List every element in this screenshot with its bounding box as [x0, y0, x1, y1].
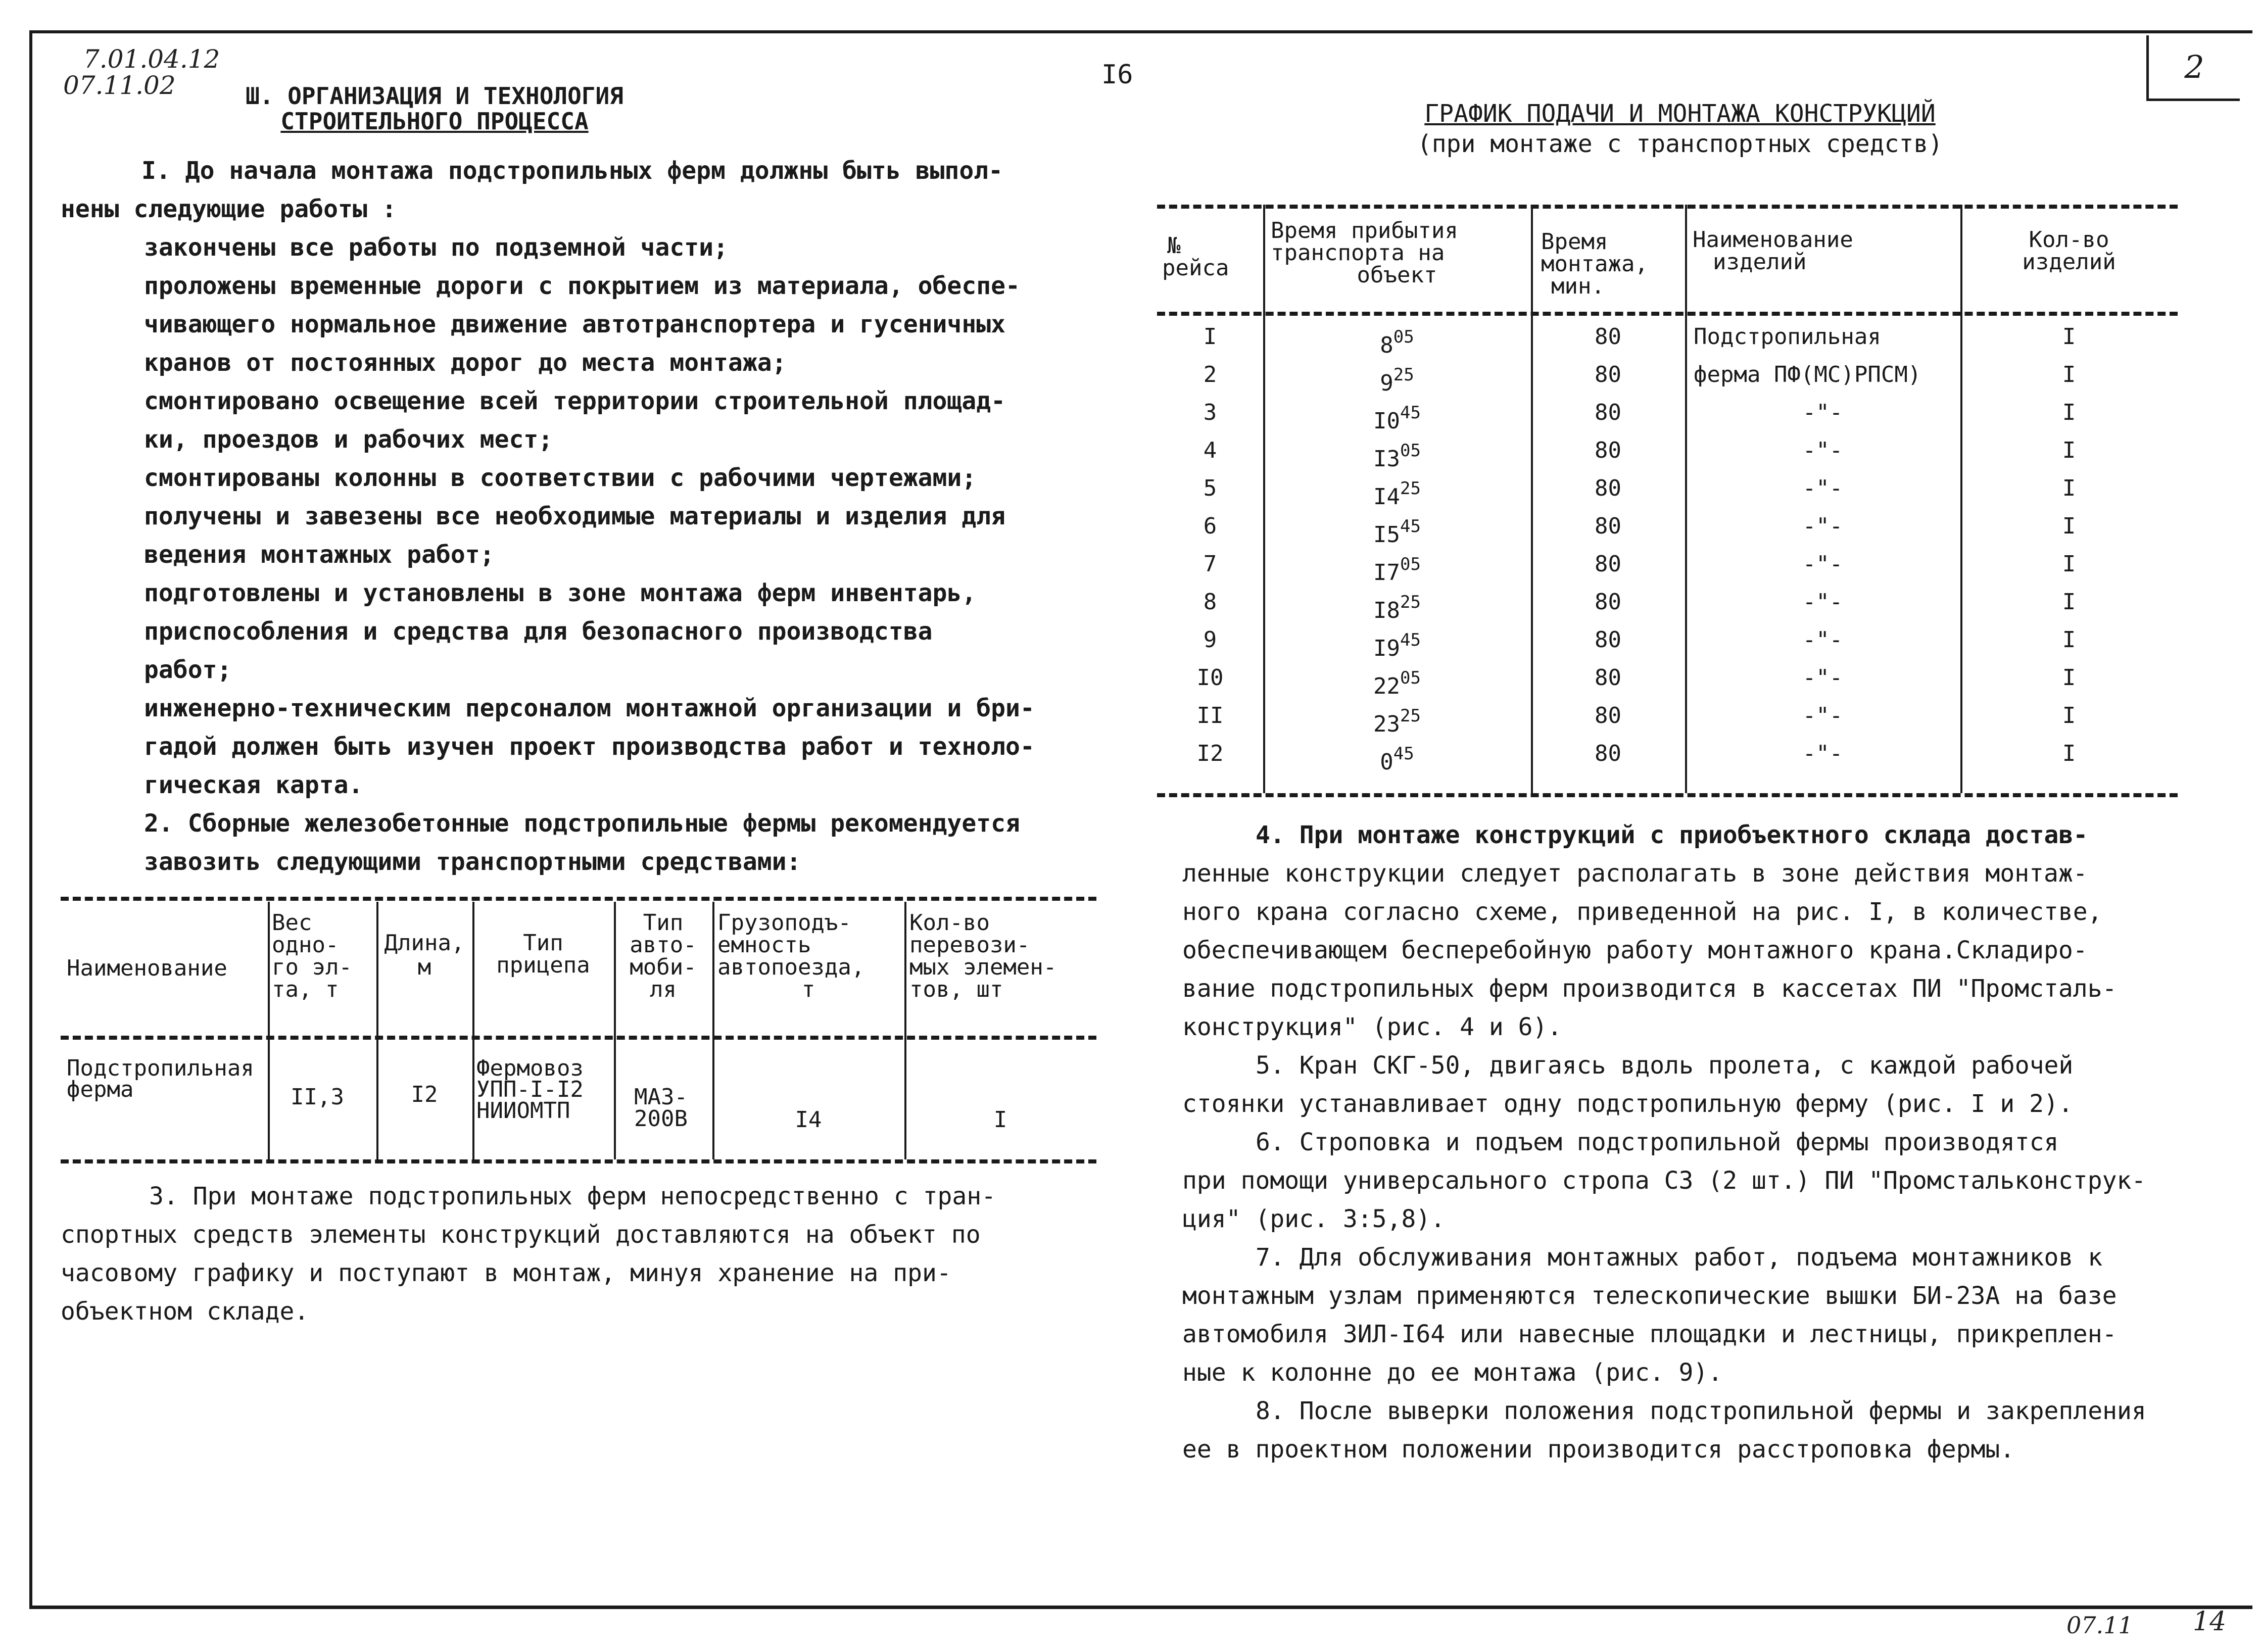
page-center-number: I6 [1101, 60, 1133, 90]
paragraph-4 [1182, 816, 2146, 1469]
row-trailer: Фермовоз [476, 1055, 584, 1081]
text-line: ведения монтажных работ; [144, 541, 495, 569]
text-line: гадой должен быть изучен проект производства работ и техноло- [144, 733, 1035, 761]
row-item: -"- [1802, 438, 1843, 463]
text-line: автомобиля ЗИЛ-I64 или навесные площадки и лестницы, прикреплен- [1182, 1320, 2117, 1348]
row-item: Подстропильная [1694, 324, 1881, 350]
row-arrival-time [1263, 743, 1531, 773]
row-run-number: 2 [1203, 362, 1217, 387]
row-run-number: 5 [1203, 475, 1217, 501]
row-trailer: НИИОМТП [476, 1098, 570, 1124]
row-duration: 80 [1595, 400, 1621, 425]
header-qty: изделий [2022, 249, 2116, 275]
frame-bottom-line [29, 1606, 2252, 1609]
header-arrival: объект [1357, 262, 1437, 288]
section-title-line-1: Ш. ОРГАНИЗАЦИЯ И ТЕХНОЛОГИЯ [246, 82, 623, 110]
row-qty: I [2062, 589, 2076, 615]
header-weight: го эл- [272, 954, 352, 980]
text-line: стоянки устанавливает одну подстропильную ферму (рис. I и 2). [1182, 1090, 2073, 1118]
text-line: гическая карта. [144, 771, 363, 799]
header-qty: Кол-во [2029, 227, 2109, 253]
row-arrival-time [1263, 667, 1531, 698]
header-item: изделий [1713, 249, 1807, 275]
row-qty: I [2062, 475, 2076, 501]
arrival-hour: I0 [1373, 408, 1401, 434]
text-line: кранов от постоянных дорог до места монтажа; [144, 349, 787, 377]
text-line: 7. Для обслуживания монтажных работ, подъема монтажников к [1256, 1243, 2103, 1272]
table-top-rule [1157, 205, 2178, 209]
row-duration: 80 [1595, 324, 1621, 350]
text-line: ее в проектном положении производится расстроповка фермы. [1182, 1435, 2015, 1464]
text-line: 5. Кран СКГ-50, двигаясь вдоль пролета, с каждой рабочей [1256, 1051, 2074, 1080]
date-code: 07.11.02 [63, 71, 176, 100]
row-arrival-time [1263, 364, 1531, 395]
text-line: 8. После выверки положения подстропильной фермы и закрепления [1256, 1397, 2146, 1425]
arrival-minutes: 25 [1400, 706, 1421, 726]
row-qty: I [2062, 324, 2076, 350]
arrival-hour: I4 [1373, 484, 1401, 510]
schedule-title: ГРАФИК ПОДАЧИ И МОНТАЖА КОНСТРУКЦИЙ [1424, 100, 1936, 128]
table-header-rule [1157, 312, 2178, 316]
arrival-hour: 22 [1373, 673, 1401, 699]
row-duration: 80 [1595, 551, 1621, 577]
row-arrival-time [1263, 326, 1531, 357]
table-top-rule [61, 897, 1096, 901]
row-arrival-time [1263, 477, 1531, 508]
header-capacity: Грузоподъ- [717, 910, 851, 936]
header-capacity: емность [717, 932, 811, 958]
table-header-rule [61, 1036, 1096, 1040]
arrival-hour: I9 [1373, 636, 1401, 661]
text-line: проложены временные дороги с покрытием из материала, обеспе- [144, 272, 1020, 300]
row-weight: II,3 [291, 1084, 344, 1110]
row-duration: 80 [1595, 627, 1621, 653]
footer-right-number: 14 [2193, 1607, 2227, 1637]
header-weight: одно- [272, 932, 339, 958]
arrival-minutes: 45 [1393, 744, 1414, 764]
arrival-minutes: 25 [1400, 592, 1421, 612]
row-name: ферма [67, 1077, 134, 1102]
arrival-hour: 9 [1380, 370, 1393, 396]
frame-left-line [29, 30, 32, 1607]
text-line: вание подстропильных ферм производится в кассетах ПИ "Промсталь- [1182, 975, 2117, 1003]
paragraph-3 [61, 1177, 996, 1331]
row-vehicle: МАЗ- [634, 1084, 688, 1110]
row-arrival-time [1263, 705, 1531, 736]
row-duration: 80 [1595, 589, 1621, 615]
header-count: перевози- [909, 932, 1030, 958]
row-run-number: 6 [1203, 513, 1217, 539]
schedule-title-block [1162, 99, 2198, 159]
transport-table [61, 897, 1096, 1170]
row-duration: 80 [1595, 513, 1621, 539]
row-run-number: 9 [1203, 627, 1217, 653]
row-length: I2 [411, 1082, 438, 1107]
arrival-hour: 0 [1380, 749, 1393, 775]
row-qty: I [2062, 438, 2076, 463]
row-item: -"- [1802, 400, 1843, 425]
row-qty: I [2062, 362, 2076, 387]
header-count: Кол-во [909, 910, 990, 936]
header-run: № [1167, 233, 1181, 259]
row-qty: I [2062, 400, 2076, 425]
text-line: закончены все работы по подземной части; [144, 233, 728, 262]
text-line: конструкция" (рис. 4 и 6). [1182, 1013, 1562, 1041]
text-line: часовому графику и поступают в монтаж, минуя хранение на при- [61, 1259, 951, 1287]
text-line: спортных средств элементы конструкций доставляются на объект по [61, 1221, 981, 1249]
row-arrival-time [1263, 402, 1531, 432]
text-line: нены следующие работы : [61, 195, 397, 223]
text-line: при помощи универсального стропа СЗ (2 шт.) ПИ "Промстальконструк- [1182, 1167, 2146, 1195]
row-run-number: 3 [1203, 400, 1217, 425]
header-weight: та, т [272, 977, 339, 1002]
row-vehicle: 200В [634, 1106, 688, 1132]
arrival-minutes: 25 [1400, 478, 1421, 499]
row-trailer: УПП-I-I2 [476, 1077, 584, 1102]
text-line: ция" (рис. 3:5,8). [1182, 1205, 1446, 1233]
section-title-line-2: СТРОИТЕЛЬНОГО ПРОЦЕССА [280, 108, 589, 135]
row-run-number: 7 [1203, 551, 1217, 577]
row-qty: I [2062, 741, 2076, 766]
arrival-hour: 23 [1373, 711, 1401, 737]
row-item: -"- [1802, 475, 1843, 501]
row-arrival-time [1263, 440, 1531, 470]
row-capacity: I4 [795, 1107, 822, 1133]
header-count: мых элемен- [909, 954, 1057, 980]
text-line: смонтированы колонны в соответствии с рабочими чертежами; [144, 464, 977, 492]
arrival-minutes: 45 [1400, 516, 1421, 537]
row-item: -"- [1802, 589, 1843, 615]
text-line: приспособления и средства для безопасного производства [144, 617, 933, 646]
row-arrival-time [1263, 629, 1531, 660]
text-line: 2. Сборные железобетонные подстропильные фермы рекомендуется [144, 809, 1020, 838]
text-line: подготовлены и установлены в зоне монтажа ферм инвентарь, [144, 579, 977, 607]
arrival-hour: I5 [1373, 522, 1401, 548]
row-qty: I [2062, 551, 2076, 577]
arrival-minutes: 45 [1400, 630, 1421, 650]
row-arrival-time [1263, 591, 1531, 622]
arrival-hour: I7 [1373, 560, 1401, 586]
text-line: I. До начала монтажа подстропильных ферм должны быть выпол- [141, 157, 1003, 185]
header-name: Наименование [67, 955, 227, 981]
header-duration: Время [1541, 229, 1608, 255]
row-arrival-time [1263, 515, 1531, 546]
row-qty: I [2062, 703, 2076, 728]
row-run-number: 4 [1203, 438, 1217, 463]
table-bottom-rule [61, 1159, 1096, 1163]
text-line: работ; [144, 656, 232, 684]
text-line: 4. При монтаже конструкций с приобъектного склада достав- [1256, 821, 2088, 849]
text-line: получены и завезены все необходимые материалы и изделия для [144, 502, 1006, 530]
text-line: ленные конструкции следует располагать в зоне действия монтаж- [1182, 859, 2088, 888]
section-title [212, 83, 657, 134]
text-line: чивающего нормальное движение автотранспортера и гусеничных [144, 310, 1006, 338]
header-vehicle: Тип [643, 910, 684, 936]
header-trailer: Тип [523, 930, 563, 956]
row-name: Подстропильная [67, 1055, 254, 1081]
paragraph-1 [61, 152, 1035, 881]
row-item: -"- [1802, 513, 1843, 539]
header-weight: Вес [272, 910, 312, 936]
col-divider [268, 902, 270, 1159]
header-item: Наименование [1693, 227, 1853, 253]
row-item: -"- [1802, 551, 1843, 577]
text-line: объектном складе. [61, 1297, 309, 1326]
row-qty: I [2062, 665, 2076, 691]
header-count: тов, шт [909, 977, 1003, 1002]
header-capacity: т [801, 977, 815, 1002]
row-item: -"- [1802, 627, 1843, 653]
header-trailer: прицепа [496, 952, 590, 978]
row-qty: I [2062, 513, 2076, 539]
header-vehicle: моби- [630, 954, 697, 980]
row-qty: I [2062, 627, 2076, 653]
schedule-table [1157, 200, 2178, 811]
header-duration: монтажа, [1541, 251, 1648, 277]
arrival-minutes: 05 [1400, 441, 1421, 461]
row-arrival-time [1263, 553, 1531, 584]
footer-left-code: 07.11 [2066, 1612, 2133, 1639]
row-item: -"- [1802, 741, 1843, 766]
header-vehicle: авто- [630, 932, 697, 958]
row-count: I [993, 1107, 1007, 1133]
header-run: рейса [1162, 255, 1229, 281]
arrival-hour: I8 [1373, 598, 1401, 623]
row-duration: 80 [1595, 665, 1621, 691]
doc-code: 7.01.04.12 [83, 44, 220, 74]
arrival-hour: I3 [1373, 446, 1401, 472]
header-vehicle: ля [650, 977, 677, 1002]
arrival-minutes: 05 [1400, 554, 1421, 574]
text-line: обеспечивающем бесперебойную работу монтажного крана.Складиро- [1182, 936, 2088, 964]
header-length: Длина, [384, 930, 465, 956]
header-arrival: Время прибытия [1271, 218, 1458, 244]
schedule-subtitle: (при монтаже с транспортных средств) [1417, 130, 1943, 158]
row-item: ферма ПФ(МС)РПСМ) [1694, 362, 1921, 387]
page-number-box: 2 [2146, 35, 2240, 101]
header-capacity: автопоезда, [717, 954, 865, 980]
row-run-number: 8 [1203, 589, 1217, 615]
row-run-number: I2 [1196, 741, 1224, 766]
text-line: инженерно-техническим персоналом монтажной организации и бри- [144, 694, 1035, 722]
row-run-number: I0 [1196, 665, 1224, 691]
arrival-minutes: 05 [1400, 668, 1421, 688]
arrival-hour: 8 [1380, 332, 1393, 358]
text-line: 6. Строповка и подъем подстропильной фермы производятся [1256, 1128, 2059, 1156]
text-line: смонтировано освещение всей территории строительной площад- [144, 387, 1006, 415]
text-line: 3. При монтаже подстропильных ферм непосредственно с тран- [149, 1182, 996, 1210]
row-item: -"- [1802, 665, 1843, 691]
header-duration: мин. [1551, 273, 1605, 299]
frame-top-line [29, 30, 2252, 33]
text-line: ного крана согласно схеме, приведенной на рис. I, в количестве, [1182, 898, 2102, 926]
row-duration: 80 [1595, 438, 1621, 463]
row-duration: 80 [1595, 741, 1621, 766]
table-bottom-rule [1157, 793, 2178, 797]
arrival-minutes: 05 [1393, 327, 1414, 347]
row-item: -"- [1802, 703, 1843, 728]
text-line: монтажным узлам применяются телескопические вышки БИ-23А на базе [1182, 1282, 2117, 1310]
text-line: ные к колонне до ее монтажа (рис. 9). [1182, 1358, 1723, 1387]
row-run-number: II [1196, 703, 1224, 728]
row-duration: 80 [1595, 362, 1621, 387]
arrival-minutes: 25 [1393, 365, 1414, 385]
text-line: ки, проездов и рабочих мест; [144, 425, 553, 454]
row-run-number: I [1203, 324, 1217, 350]
header-length: м [417, 954, 431, 980]
row-duration: 80 [1595, 475, 1621, 501]
arrival-minutes: 45 [1400, 403, 1421, 423]
text-line: завозить следующими транспортными средствами: [144, 848, 801, 876]
row-duration: 80 [1595, 703, 1621, 728]
header-arrival: транспорта на [1271, 240, 1445, 266]
